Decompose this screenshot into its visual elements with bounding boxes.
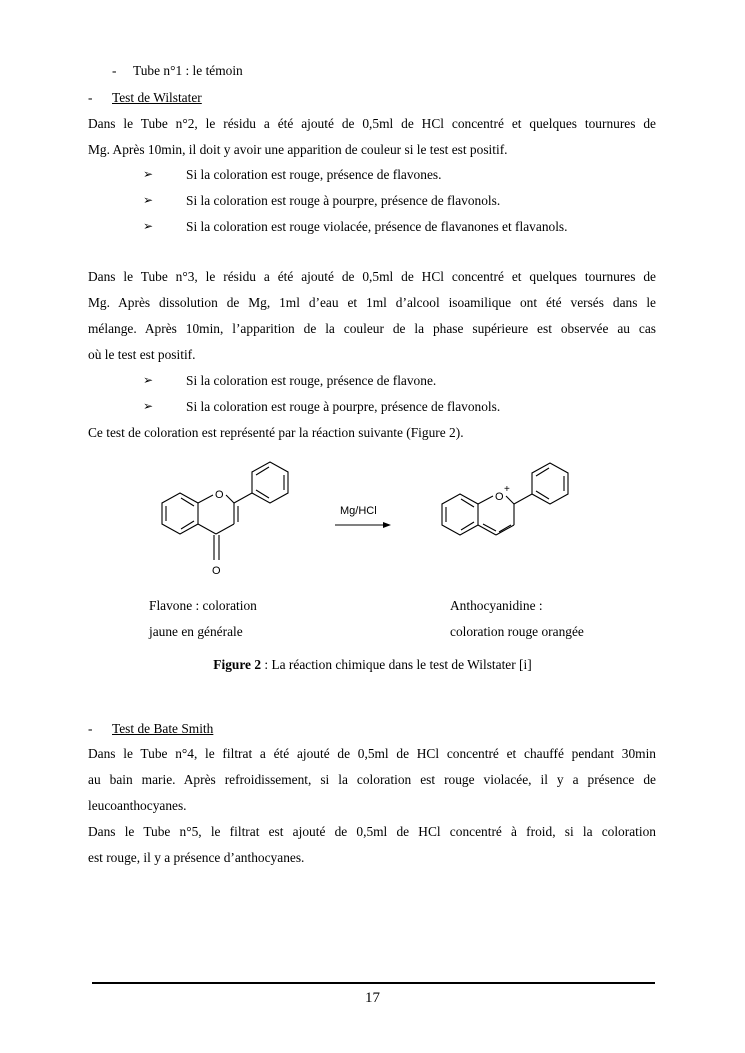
list-dash: - xyxy=(112,63,117,78)
paragraph-line: mélange. Après 10min, l’apparition de la couleur de la phase supérieure est observée au cas xyxy=(88,321,656,336)
arrow-bullet-icon: ➢ xyxy=(143,399,154,413)
figure-caption-text: : La réaction chimique dans le test de Wilstater [i] xyxy=(261,657,532,672)
bullet-item: Si la coloration est rouge à pourpre, présence de flavonols. xyxy=(186,399,501,414)
bullet-item: Si la coloration est rouge, présence de flavones. xyxy=(186,167,442,182)
figure-caption xyxy=(0,656,745,673)
bullet-item: Si la coloration est rouge à pourpre, présence de flavonols. xyxy=(186,193,501,208)
flavone-structure xyxy=(162,462,288,560)
charge-label: + xyxy=(504,484,510,495)
paragraph-line: Dans le Tube n°3, le résidu a été ajouté de 0,5ml de HCl concentré et quelques tournures de xyxy=(88,269,656,284)
paragraph-line: est rouge, il y a présence d’anthocyanes. xyxy=(88,850,305,865)
bullet-item: Si la coloration est rouge violacée, présence de flavanones et flavanols. xyxy=(186,219,568,234)
paragraph-line: Mg. Après dissolution de Mg, 1ml d’eau et 1ml d’alcool isoamilique ont été versés dans le xyxy=(88,295,656,310)
arrow-bullet-icon: ➢ xyxy=(143,167,154,181)
atom-label: O xyxy=(215,489,224,501)
arrow-bullet-icon: ➢ xyxy=(143,219,154,233)
reaction-figure xyxy=(150,452,610,582)
list-dash: - xyxy=(88,90,93,105)
section-heading-wilstater: Test de Wilstater xyxy=(112,90,202,105)
footer-rule xyxy=(92,982,655,984)
anthocyanidine-structure xyxy=(442,463,568,535)
paragraph-line: Mg. Après 10min, il doit y avoir une apparition de couleur si le test est positif. xyxy=(88,142,508,157)
reagent-label: Mg/HCl xyxy=(340,505,377,517)
paragraph-line: où le test est positif. xyxy=(88,347,196,362)
anthocyanidine-caption: Anthocyanidine : xyxy=(450,598,543,613)
paragraph-line: au bain marie. Après refroidissement, si la coloration est rouge violacée, il y a présence de xyxy=(88,772,656,787)
atom-label: O xyxy=(212,565,221,577)
flavone-caption: jaune en générale xyxy=(149,624,243,639)
arrow-bullet-icon: ➢ xyxy=(143,193,154,207)
paragraph-line: Dans le Tube n°5, le filtrat est ajouté de 0,5ml de HCl concentré à froid, si la coloration xyxy=(88,824,656,839)
flavone-caption: Flavone : coloration xyxy=(149,598,257,613)
paragraph-line: Dans le Tube n°4, le filtrat a été ajouté de 0,5ml de HCl concentré et chauffé pendant 30min xyxy=(88,746,656,761)
reaction-intro: Ce test de coloration est représenté par la réaction suivante (Figure 2). xyxy=(88,425,464,440)
atom-label: O xyxy=(495,491,504,503)
bullet-item: Si la coloration est rouge, présence de flavone. xyxy=(186,373,437,388)
tube1-line: Tube n°1 : le témoin xyxy=(133,63,243,78)
paragraph-line: Dans le Tube n°2, le résidu a été ajouté de 0,5ml de HCl concentré et quelques tournures de xyxy=(88,116,656,131)
reaction-arrow-icon xyxy=(335,522,391,528)
paragraph-line: leucoanthocyanes. xyxy=(88,798,187,813)
page-number: 17 xyxy=(365,990,380,1006)
arrow-bullet-icon: ➢ xyxy=(143,373,154,387)
section-heading-bate-smith: Test de Bate Smith xyxy=(112,721,214,736)
anthocyanidine-caption: coloration rouge orangée xyxy=(450,624,584,639)
figure-caption-label: Figure 2 xyxy=(213,657,262,672)
list-dash: - xyxy=(88,721,93,736)
